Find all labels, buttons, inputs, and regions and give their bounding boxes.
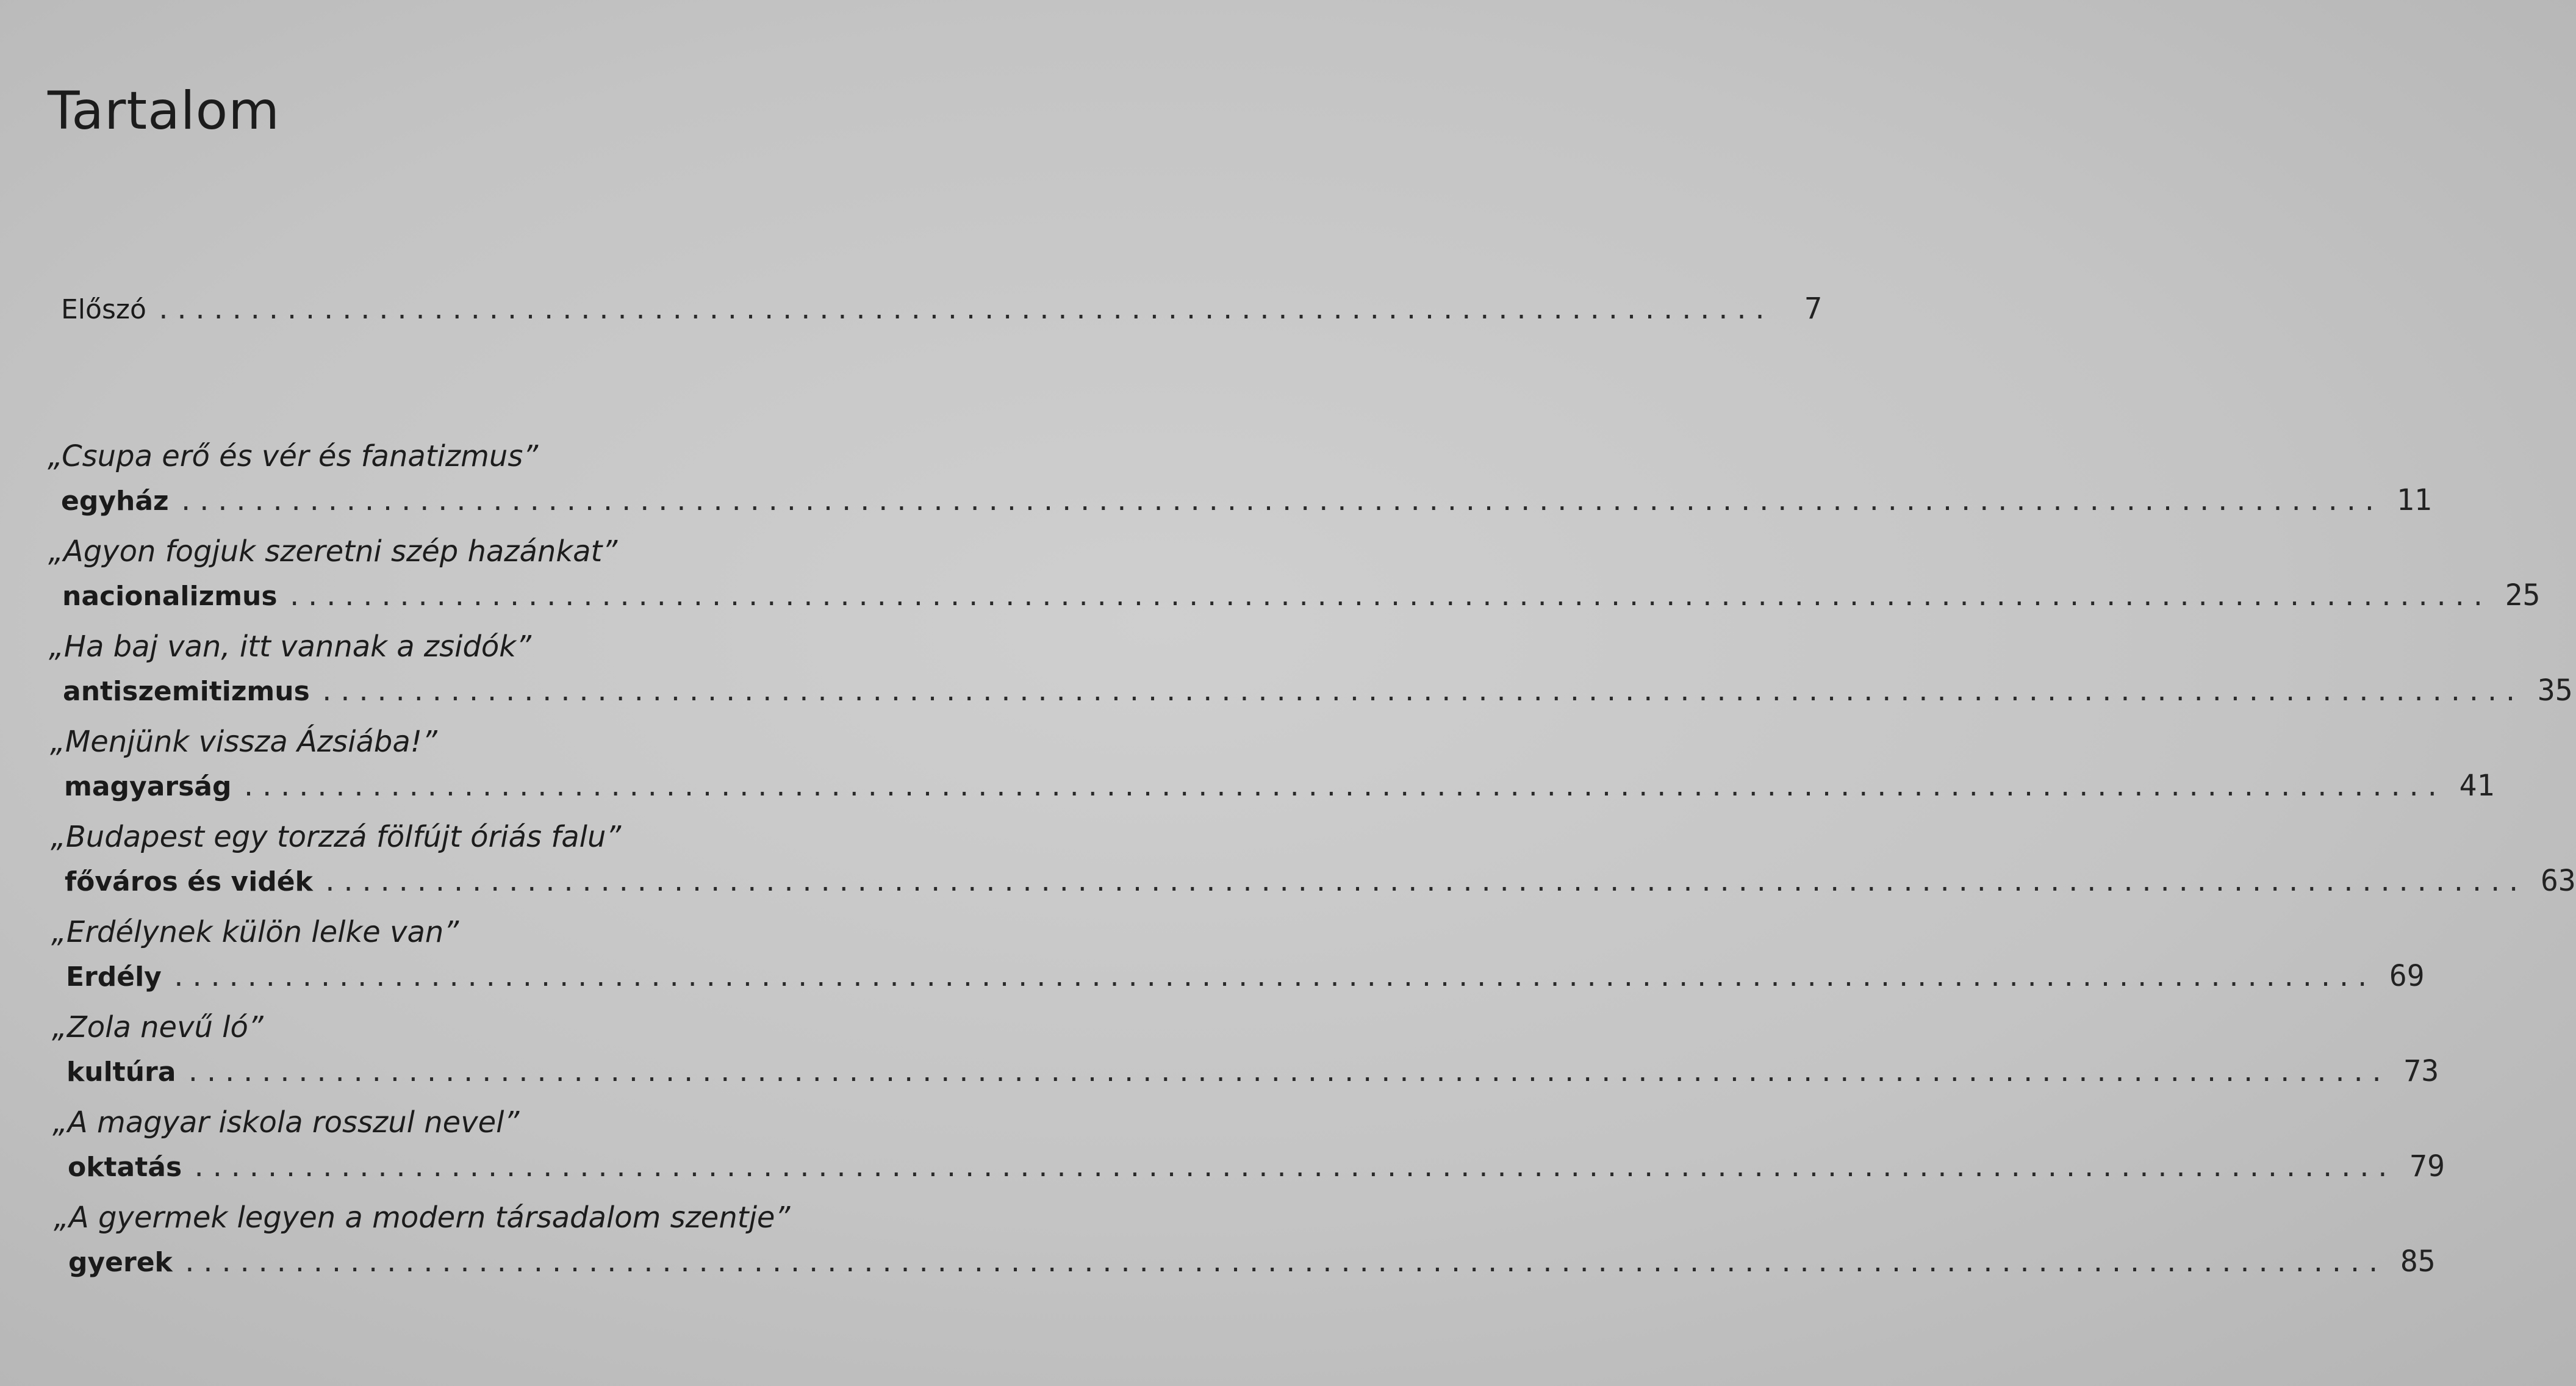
toc-page-number: 41: [2459, 769, 2495, 803]
toc-entry: [66, 959, 2425, 996]
leader-dots: ........................................................................................................................: [319, 678, 2522, 706]
chapter-quote: „A gyermek legyen a modern társadalom szentje”: [54, 1201, 791, 1235]
chapter-quote: „Csupa erő és vér és fanatizmus”: [48, 439, 539, 473]
toc-entry: [64, 769, 2495, 805]
chapter-topic: nacionalizmus: [62, 581, 278, 612]
leader-dots: ........................................................................................................................: [182, 1249, 2384, 1277]
chapter-topic: antiszemitizmus: [63, 676, 310, 707]
leader-dots: ........................................................................................: [156, 296, 1771, 325]
toc-label: Előszó: [61, 294, 146, 325]
toc-entry: [61, 483, 2432, 520]
chapter-topic: kultúra: [66, 1057, 176, 1088]
leader-dots: ........................................................................................................................: [178, 488, 2381, 516]
chapter-topic: főváros és vidék: [65, 866, 313, 897]
leader-dots: ........................................................................................................................: [322, 869, 2525, 897]
toc-entry: [62, 578, 2541, 615]
chapter-quote: „Zola nevű ló”: [52, 1010, 264, 1044]
chapter-quote: „A magyar iskola rosszul nevel”: [52, 1105, 520, 1140]
chapter-topic: oktatás: [68, 1152, 182, 1183]
toc-page-number: 7: [1804, 292, 1823, 326]
page-title: Tartalom: [48, 81, 281, 142]
leader-dots: ........................................................................................................................: [185, 1059, 2388, 1087]
chapter-quote: „Menjünk vissza Ázsiába!”: [50, 725, 437, 759]
leader-dots: ........................................................................................................................: [287, 583, 2489, 611]
toc-page-number: 85: [2400, 1244, 2436, 1279]
toc-page-number: 63: [2540, 864, 2576, 898]
chapter-quote: „Erdélynek külön lelke van”: [51, 915, 459, 949]
chapter-topic: Erdély: [66, 961, 162, 993]
chapter-quote: „Agyon fogjuk szeretni szép hazánkat”: [48, 534, 618, 569]
toc-entry-preface: [61, 292, 1823, 328]
leader-dots: ........................................................................................................................: [192, 1154, 2394, 1182]
toc-page-number: 35: [2537, 673, 2573, 708]
chapter-topic: gyerek: [68, 1247, 173, 1278]
toc-entry: [63, 673, 2573, 710]
toc-entry: [68, 1244, 2436, 1281]
chapter-quote: „Budapest egy torzzá fölfújt óriás falu”: [51, 820, 622, 854]
toc-page-number: 73: [2403, 1054, 2439, 1088]
leader-dots: ........................................................................................................................: [171, 964, 2373, 992]
chapter-topic: egyház: [61, 486, 169, 517]
leader-dots: ........................................................................................................................: [241, 774, 2444, 802]
toc-page-number: 79: [2409, 1149, 2445, 1183]
toc-entry: [66, 1054, 2439, 1091]
toc-entry: [68, 1149, 2445, 1186]
toc-page-number: 69: [2389, 959, 2425, 993]
toc-page-number: 11: [2396, 483, 2432, 517]
toc-page-number: 25: [2505, 578, 2541, 612]
chapter-topic: magyarság: [64, 771, 232, 802]
toc-entry: [65, 864, 2576, 900]
chapter-quote: „Ha baj van, itt vannak a zsidók”: [49, 630, 531, 664]
